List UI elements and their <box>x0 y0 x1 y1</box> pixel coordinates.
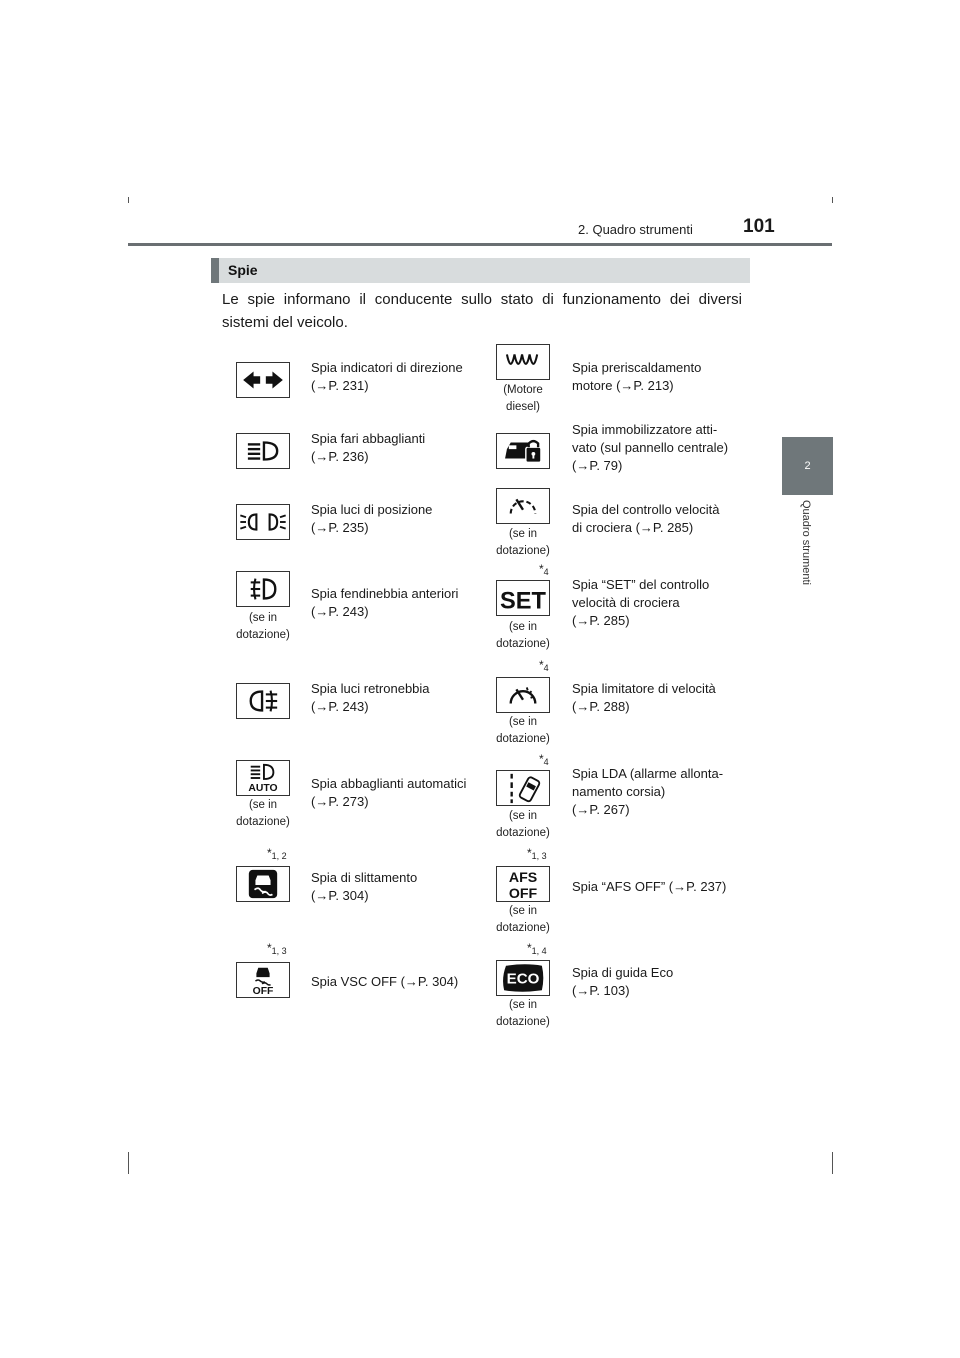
rear-fog-icon <box>236 683 290 719</box>
description-line: Spia preriscaldamento <box>572 360 702 375</box>
description-line: namento corsia) <box>572 784 666 799</box>
indicator-description <box>572 359 701 395</box>
crop-mark <box>128 1152 129 1174</box>
indicator-description <box>572 680 716 716</box>
description-line: (→P. 243) <box>311 604 369 619</box>
intro-paragraph: Le spie informano il conducente sullo stato di funzionamento dei diversi sistemi del veicolo. <box>222 291 742 331</box>
indicator-description <box>311 680 430 716</box>
header-divider <box>128 243 832 246</box>
availability-note: (se in dotazione) <box>496 716 550 745</box>
indicator-description <box>311 359 463 395</box>
engine-note: (Motore diesel) <box>503 384 543 413</box>
indicator-description <box>311 585 458 621</box>
lda-icon <box>496 770 550 806</box>
description-line: Spia limitatore di velocità <box>572 681 716 696</box>
description-line: Spia fendinebbia anteriori <box>311 586 459 601</box>
availability-note: (se in dotazione) <box>236 799 290 828</box>
description-line: (→P. 273) <box>311 794 369 809</box>
chapter-title: 2. Quadro strumenti <box>578 222 693 237</box>
description-line: (→P. 267) <box>572 802 630 817</box>
description-line: vato (sul pannello centrale) <box>572 440 729 455</box>
description-line: Spia del controllo velocità <box>572 502 720 517</box>
description-line: Spia di guida Eco <box>572 965 674 980</box>
description-line: Spia LDA (allarme allonta- <box>572 766 724 781</box>
indicator-description <box>311 973 458 991</box>
description-line: Spia “AFS OFF” (→P. 237) <box>572 879 727 894</box>
description-line: di crociera (→P. 285) <box>572 520 694 535</box>
page-number: 101 <box>743 216 775 237</box>
set-icon <box>496 580 550 616</box>
speed-limiter-icon <box>496 677 550 713</box>
indicator-description <box>311 501 432 537</box>
availability-note: (se in dotazione) <box>496 528 550 557</box>
afs-off-icon <box>496 866 550 902</box>
chapter-tab-label: Quadro strumenti <box>800 500 812 585</box>
footnote-marker: $*_4$ <box>539 658 549 673</box>
crop-mark <box>832 197 833 203</box>
afs-off-label: OFF <box>508 886 538 901</box>
vsc-off-label: OFF <box>252 986 274 997</box>
indicator-description <box>311 430 425 466</box>
indicator-description <box>572 501 719 537</box>
availability-note: (se in dotazione) <box>496 905 550 934</box>
indicator-description <box>572 964 673 1000</box>
afs-label: AFS <box>508 870 538 887</box>
auto-high-beam-icon <box>236 760 290 796</box>
eco-label: ECO <box>506 970 540 988</box>
availability-note: (se in dotazione) <box>496 810 550 839</box>
high-beam-icon <box>236 433 290 469</box>
indicator-description <box>572 576 709 630</box>
description-line: Spia di slittamento <box>311 870 418 885</box>
description-line: Spia VSC OFF (→P. 304) <box>311 974 459 989</box>
description-line: (→P. 231) <box>311 378 369 393</box>
description-line: Spia abbaglianti automatici <box>311 776 467 791</box>
description-line: Spia indicatori di direzione <box>311 360 463 375</box>
description-line: Spia luci di posizione <box>311 502 433 517</box>
description-line: (→P. 236) <box>311 449 369 464</box>
cruise-control-icon <box>496 488 550 524</box>
description-line: Spia fari abbaglianti <box>311 431 426 446</box>
description-line: velocità di crociera <box>572 595 680 610</box>
tail-light-icon <box>236 504 290 540</box>
description-line: (→P. 304) <box>311 888 369 903</box>
section-heading <box>211 258 750 283</box>
auto-label: AUTO <box>248 783 278 795</box>
crop-mark <box>128 197 129 203</box>
front-fog-icon <box>236 571 290 607</box>
footnote-marker: $*_4$ <box>539 562 549 577</box>
slip-icon <box>236 866 290 902</box>
footnote-marker: $*_{1, 4}$ <box>527 941 547 956</box>
footnote-marker: $*_{1, 3}$ <box>527 846 547 861</box>
description-line: (→P. 243) <box>311 699 369 714</box>
availability-note: (se in dotazione) <box>496 999 550 1028</box>
indicator-description <box>311 775 466 811</box>
glow-plug-icon <box>496 344 550 380</box>
description-line: (→P. 79) <box>572 458 623 473</box>
availability-note: (se in dotazione) <box>496 621 550 650</box>
immobilizer-icon <box>496 433 550 469</box>
availability-note: (se in dotazione) <box>236 612 290 641</box>
crop-mark <box>832 1152 833 1174</box>
indicator-description <box>572 421 737 475</box>
footnote-marker: $*_{1, 3}$ <box>267 941 287 956</box>
turn-signal-icon <box>236 362 290 398</box>
description-line: Spia luci retronebbia <box>311 681 430 696</box>
footnote-marker: $*_4$ <box>539 752 549 767</box>
chapter-tab[interactable]: 2 <box>782 437 833 495</box>
description-line: Spia immobilizzatore atti- <box>572 422 718 437</box>
eco-icon <box>496 960 550 996</box>
vsc-off-icon <box>236 962 290 998</box>
description-line: motore (→P. 213) <box>572 378 674 393</box>
description-line: (→P. 235) <box>311 520 369 535</box>
description-line: (→P. 285) <box>572 613 630 628</box>
indicator-description <box>311 869 417 905</box>
description-line: Spia “SET” del controllo <box>572 577 710 592</box>
footnote-marker: $*_{1, 2}$ <box>267 846 287 861</box>
section-title: Spie <box>228 262 258 278</box>
description-line: (→P. 103) <box>572 983 630 998</box>
set-label: SET <box>500 588 546 615</box>
indicator-description <box>572 765 737 819</box>
description-line: (→P. 288) <box>572 699 630 714</box>
indicator-description <box>572 878 726 896</box>
